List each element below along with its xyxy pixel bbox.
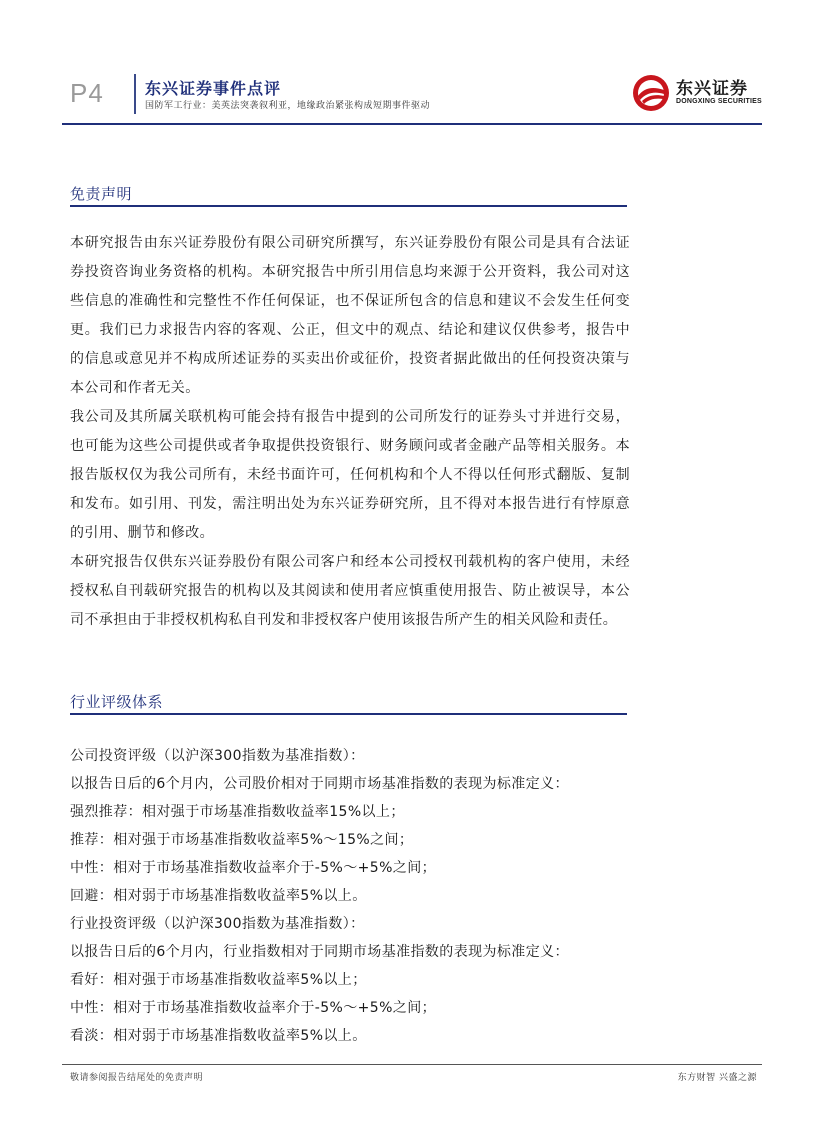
rating-definition: 以报告日后的6个月内，公司股价相对于同期市场基准指数的表现为标准定义：: [70, 776, 569, 792]
rating-system-rule: [70, 713, 627, 715]
logo-chinese-name: 东兴证券: [676, 79, 748, 99]
header-divider: [134, 74, 136, 114]
disclaimer-rule: [70, 205, 627, 207]
industry-rating-title: 行业投资评级（以沪深300指数为基准指数）：: [70, 916, 365, 932]
rating-item: 推荐：相对强于市场基准指数收益率5%～15%之间；: [70, 832, 414, 848]
dongxing-logo-icon: [632, 74, 670, 112]
rating-system-heading: 行业评级体系: [70, 693, 164, 711]
rating-item: 强烈推荐：相对强于市场基准指数收益率15%以上；: [70, 804, 405, 820]
disclaimer-paragraph: 本研究报告仅供东兴证券股份有限公司客户和经本公司授权刊载机构的客户使用，未经授权私自刊载研究报告的机构以及其阅读和使用者应慎重使用报告、防止被误导，本公司不承担由于非授权机构私自刊发和非授权客户使用该报告所产生的相关风险和责任。: [70, 554, 630, 628]
logo-english-name: DONGXING SECURITIES: [676, 98, 762, 105]
footer-disclaimer-note: 敬请参阅报告结尾处的免责声明: [70, 1073, 204, 1083]
rating-item: 回避：相对弱于市场基准指数收益率5%以上。: [70, 888, 367, 904]
rating-item: 看淡：相对弱于市场基准指数收益率5%以上。: [70, 1028, 367, 1044]
report-subtitle: 国防军工行业：美英法突袭叙利亚，地缘政治紧张构成短期事件驱动: [145, 101, 431, 111]
rating-item: 中性：相对于市场基准指数收益率介于-5%～+5%之间；: [70, 1000, 437, 1016]
rating-item: 中性：相对于市场基准指数收益率介于-5%～+5%之间；: [70, 860, 437, 876]
page-number: P4: [70, 78, 104, 108]
disclaimer-paragraph: 本研究报告由东兴证券股份有限公司研究所撰写，东兴证券股份有限公司是具有合法证券投资咨询业务资格的机构。本研究报告中所引用信息均来源于公开资料，我公司对这些信息的准确性和完整性不作任何保证，也不保证所包含的信息和建议不会发生任何变更。我们已力求报告内容的客观、公正，但文中的观点、结论和建议仅供参考，报告中的信息或意见并不构成所述证券的买卖出价或征价，投资者据此做出的任何投资决策与本公司和作者无关。: [70, 235, 630, 396]
company-rating-title: 公司投资评级（以沪深300指数为基准指数）：: [70, 748, 365, 764]
footer-rule: [62, 1064, 762, 1065]
footer-slogan: 东方财智 兴盛之源: [677, 1073, 757, 1083]
header-rule: [62, 123, 762, 125]
rating-definition: 以报告日后的6个月内，行业指数相对于同期市场基准指数的表现为标准定义：: [70, 944, 569, 960]
rating-item: 看好：相对强于市场基准指数收益率5%以上；: [70, 972, 367, 988]
disclaimer-paragraph: 我公司及其所属关联机构可能会持有报告中提到的公司所发行的证券头寸并进行交易，也可能为这些公司提供或者争取提供投资银行、财务顾问或者金融产品等相关服务。本报告版权仅为我公司所有，未经书面许可，任何机构和个人不得以任何形式翻版、复制和发布。如引用、刊发，需注明出处为东兴证券研究所，且不得对本报告进行有悖原意的引用、删节和修改。: [70, 409, 630, 541]
report-type-title: 东兴证券事件点评: [145, 79, 282, 98]
company-logo: [632, 72, 762, 116]
disclaimer-heading: 免责声明: [70, 185, 133, 203]
